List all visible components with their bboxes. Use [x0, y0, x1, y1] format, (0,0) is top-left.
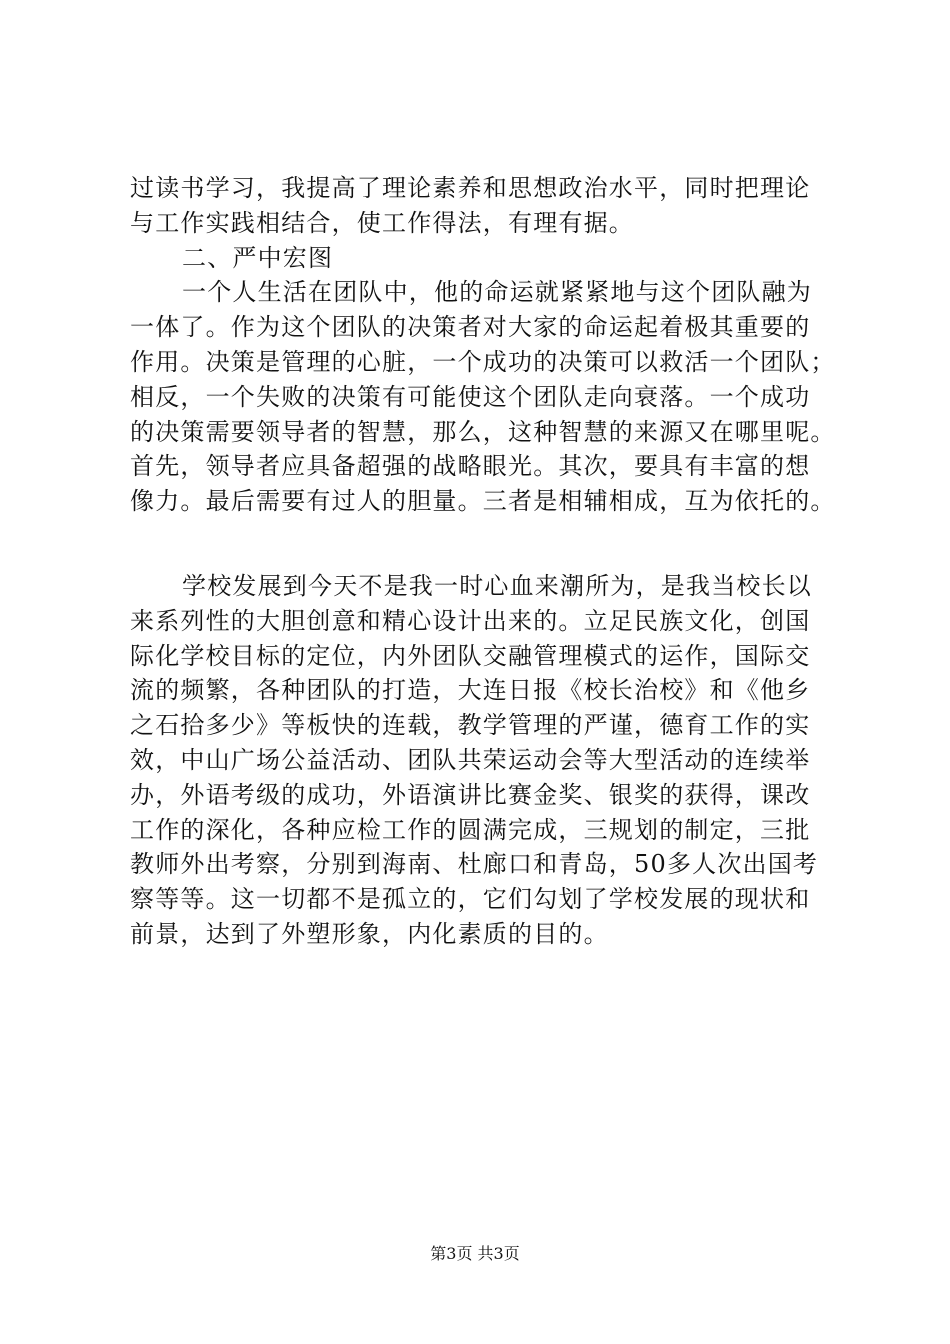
text-line: 工作的深化，各种应检工作的圆满完成，三规划的制定，三批: [130, 815, 811, 844]
text-line: 一体了。作为这个团队的决策者对大家的命运起着极其重要的: [130, 313, 811, 342]
paragraph-gap: [130, 519, 830, 569]
text-line: 流的频繁，各种团队的打造，大连日报《校长治校》和《他乡: [130, 676, 811, 705]
section-heading: 二、严中宏图: [182, 243, 334, 272]
text-line: 学校发展到今天不是我一时心血来潮所为，是我当校长以: [182, 571, 812, 600]
text-line: 前景，达到了外塑形象，内化素质的目的。: [130, 919, 609, 948]
text-line: 察等等。这一切都不是孤立的，它们勾划了学校发展的现状和: [130, 885, 811, 914]
text-line: 作用。决策是管理的心脏，一个成功的决策可以救活一个团队；: [130, 347, 836, 376]
text-line: 教师外出考察，分别到海南、杜廊口和青岛，50多人次出国考: [130, 850, 819, 879]
text-line: 过读书学习，我提高了理论素养和思想政治水平，同时把理论: [130, 174, 811, 202]
page-number-footer: 第3页 共3页: [430, 1244, 520, 1263]
text-line: 一个人生活在团队中，他的命运就紧紧地与这个团队融为: [182, 278, 812, 307]
text-line: 与工作实践相结合，使工作得法，有理有据。: [130, 208, 634, 237]
text-line: 像力。最后需要有过人的胆量。三者是相辅相成，互为依托的。: [130, 487, 836, 516]
text-line: 来系列性的大胆创意和精心设计出来的。立足民族文化，创国: [130, 606, 811, 635]
text-line: 的决策需要领导者的智慧，那么，这种智慧的来源又在哪里呢。: [130, 417, 836, 446]
text-line: 效，中山广场公益活动、团队共荣运动会等大型活动的连续举: [130, 745, 811, 774]
text-line: 办，外语考级的成功，外语演讲比赛金奖、银奖的获得，课改: [130, 780, 811, 809]
text-line: 相反，一个失败的决策有可能使这个团队走向衰落。一个成功: [130, 382, 811, 411]
text-line: 之石拾多少》等板快的连载，教学管理的严谨，德育工作的实: [130, 711, 811, 740]
text-line: 际化学校目标的定位，内外团队交融管理模式的运作，国际交: [130, 641, 811, 670]
text-line: 首先，领导者应具备超强的战略眼光。其次，要具有丰富的想: [130, 452, 811, 481]
document-body: [130, 171, 836, 952]
